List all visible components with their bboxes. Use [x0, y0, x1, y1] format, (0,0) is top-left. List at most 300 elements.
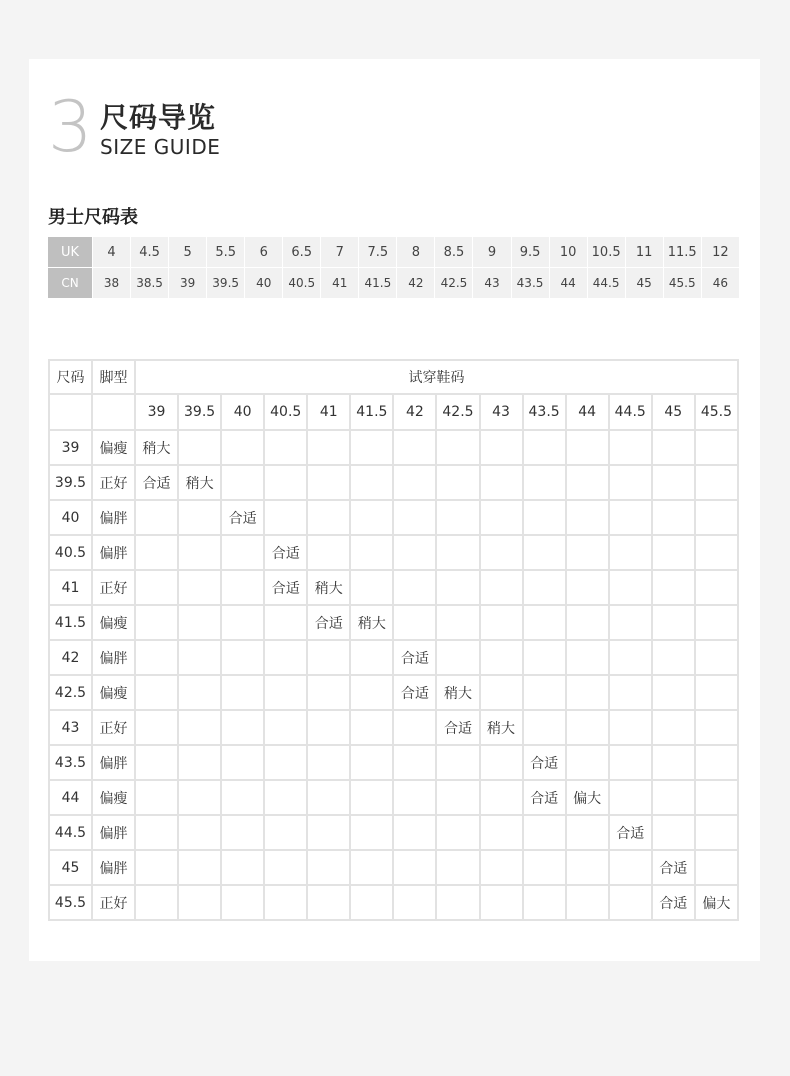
cn-size-cell: 46 [701, 268, 739, 299]
fit-cell [609, 605, 652, 640]
page-subtitle: SIZE GUIDE [100, 135, 221, 159]
try-size-cell: 41.5 [350, 394, 393, 430]
fit-cell [695, 535, 738, 570]
fit-cell [135, 535, 178, 570]
fit-cell [436, 815, 479, 850]
cn-size-cell: 40.5 [283, 268, 321, 299]
fit-cell [480, 535, 523, 570]
fit-cell: 合适 [652, 850, 695, 885]
fit-cell [393, 430, 436, 465]
fit-cell [307, 710, 350, 745]
fit-cell [350, 850, 393, 885]
fit-cell [652, 745, 695, 780]
uk-size-cell: 7 [321, 237, 359, 268]
fit-cell [393, 535, 436, 570]
try-size-cell: 45 [652, 394, 695, 430]
size-column-header: 尺码 [49, 360, 92, 394]
fit-cell [135, 850, 178, 885]
fit-cell [178, 710, 221, 745]
fit-cell [523, 535, 566, 570]
fit-cell [135, 745, 178, 780]
fit-cell [609, 885, 652, 920]
fit-cell [178, 850, 221, 885]
try-size-cell: 44.5 [609, 394, 652, 430]
men-size-table-title: 男士尺码表 [48, 207, 138, 228]
fit-cell [609, 465, 652, 500]
table-row [49, 745, 738, 780]
size-cell: 45.5 [49, 885, 92, 920]
fit-cell [436, 850, 479, 885]
fit-cell [393, 850, 436, 885]
fit-cell [135, 815, 178, 850]
cn-size-cell: 38 [93, 268, 131, 299]
uk-size-cell: 6.5 [283, 237, 321, 268]
fit-cell [350, 430, 393, 465]
foot-type-cell: 偏胖 [92, 640, 135, 675]
cn-size-cell: 39.5 [207, 268, 245, 299]
fit-cell [566, 745, 609, 780]
size-cell: 42 [49, 640, 92, 675]
fit-cell [264, 500, 307, 535]
fit-cell [523, 500, 566, 535]
fit-cell [135, 605, 178, 640]
table-row [49, 850, 738, 885]
cn-row [48, 268, 740, 299]
fit-cell [523, 605, 566, 640]
fit-cell [135, 570, 178, 605]
try-size-cell: 43 [480, 394, 523, 430]
fit-cell: 合适 [393, 640, 436, 675]
fit-cell [523, 850, 566, 885]
fit-cell [609, 570, 652, 605]
fit-cell [652, 430, 695, 465]
fit-cell [523, 430, 566, 465]
fit-cell [264, 640, 307, 675]
fit-cell: 合适 [264, 570, 307, 605]
fit-cell [609, 675, 652, 710]
fit-cell [264, 605, 307, 640]
fit-cell [221, 535, 264, 570]
cn-size-cell: 45 [625, 268, 663, 299]
fit-cell [264, 780, 307, 815]
fit-cell [307, 535, 350, 570]
fit-cell [480, 675, 523, 710]
fit-cell: 稍大 [436, 675, 479, 710]
fit-cell [221, 675, 264, 710]
fit-cell: 合适 [307, 605, 350, 640]
fit-cell [178, 570, 221, 605]
try-size-header: 试穿鞋码 [135, 360, 738, 394]
try-size-cell: 45.5 [695, 394, 738, 430]
fit-cell [178, 605, 221, 640]
fit-cell [264, 710, 307, 745]
fit-cell [135, 640, 178, 675]
cn-label: CN [48, 268, 93, 299]
fit-cell [566, 605, 609, 640]
fit-cell [436, 430, 479, 465]
uk-size-cell: 8.5 [435, 237, 473, 268]
fit-cell [221, 815, 264, 850]
fit-cell [609, 500, 652, 535]
size-cell: 41 [49, 570, 92, 605]
fit-cell [480, 780, 523, 815]
uk-size-cell: 4.5 [131, 237, 169, 268]
fit-cell [566, 850, 609, 885]
fit-cell [523, 465, 566, 500]
cn-size-cell: 44.5 [587, 268, 625, 299]
empty-cell [92, 394, 135, 430]
fit-cell [566, 640, 609, 675]
cn-size-cell: 45.5 [663, 268, 701, 299]
fit-cell [135, 885, 178, 920]
foot-type-cell: 偏瘦 [92, 605, 135, 640]
fit-cell [264, 850, 307, 885]
fit-cell [135, 500, 178, 535]
fit-cell [480, 815, 523, 850]
fit-cell [350, 815, 393, 850]
fit-cell [221, 745, 264, 780]
fit-cell [695, 675, 738, 710]
fit-cell [221, 640, 264, 675]
fit-cell [393, 465, 436, 500]
fit-cell [264, 815, 307, 850]
fit-cell [652, 570, 695, 605]
try-size-cell: 41 [307, 394, 350, 430]
fit-cell [480, 885, 523, 920]
fit-cell [695, 780, 738, 815]
cn-size-cell: 43.5 [511, 268, 549, 299]
fit-cell: 稍大 [307, 570, 350, 605]
fit-cell [307, 675, 350, 710]
uk-size-cell: 6 [245, 237, 283, 268]
cn-size-cell: 43 [473, 268, 511, 299]
fit-cell [523, 675, 566, 710]
fit-cell [609, 745, 652, 780]
fit-cell [350, 780, 393, 815]
fit-cell [566, 815, 609, 850]
fit-cell [393, 605, 436, 640]
fit-cell [652, 780, 695, 815]
fit-cell [695, 605, 738, 640]
fit-cell [350, 570, 393, 605]
fit-cell [566, 465, 609, 500]
size-cell: 40 [49, 500, 92, 535]
uk-size-cell: 8 [397, 237, 435, 268]
fit-cell [436, 535, 479, 570]
try-size-cell: 44 [566, 394, 609, 430]
uk-size-cell: 10 [549, 237, 587, 268]
fit-cell [307, 815, 350, 850]
fit-cell: 合适 [221, 500, 264, 535]
foot-type-cell: 偏瘦 [92, 780, 135, 815]
cn-size-cell: 41 [321, 268, 359, 299]
fit-cell [436, 465, 479, 500]
fit-cell [609, 640, 652, 675]
fit-cell [652, 535, 695, 570]
fit-cell: 合适 [393, 675, 436, 710]
fit-cell [652, 675, 695, 710]
empty-cell [49, 394, 92, 430]
fit-cell [566, 500, 609, 535]
table-row [49, 710, 738, 745]
fit-cell [652, 605, 695, 640]
table-row [49, 535, 738, 570]
foot-type-cell: 偏胖 [92, 500, 135, 535]
try-size-row [49, 394, 738, 430]
fit-cell: 偏大 [695, 885, 738, 920]
uk-size-cell: 11.5 [663, 237, 701, 268]
fit-cell [695, 640, 738, 675]
fit-cell [221, 885, 264, 920]
uk-size-cell: 5.5 [207, 237, 245, 268]
fit-cell [652, 500, 695, 535]
fit-cell [393, 780, 436, 815]
fit-cell [393, 710, 436, 745]
fit-cell [480, 745, 523, 780]
fit-cell [350, 535, 393, 570]
fit-cell: 偏大 [566, 780, 609, 815]
table-row [49, 500, 738, 535]
cn-size-cell: 39 [169, 268, 207, 299]
size-cell: 43.5 [49, 745, 92, 780]
fit-cell [264, 885, 307, 920]
fit-cell [307, 850, 350, 885]
fit-cell [609, 780, 652, 815]
fit-cell [178, 675, 221, 710]
table-row [49, 605, 738, 640]
size-conversion-table [48, 237, 740, 299]
try-size-cell: 42 [393, 394, 436, 430]
table-row [49, 570, 738, 605]
fit-cell [609, 430, 652, 465]
fit-cell [480, 605, 523, 640]
fit-cell [695, 500, 738, 535]
table-row [49, 815, 738, 850]
fit-cell: 合适 [652, 885, 695, 920]
fit-cell [436, 885, 479, 920]
fit-cell [350, 745, 393, 780]
fit-cell [436, 745, 479, 780]
fit-cell [178, 430, 221, 465]
fit-cell [436, 570, 479, 605]
fit-cell: 合适 [264, 535, 307, 570]
foot-type-cell: 偏瘦 [92, 675, 135, 710]
fit-cell [135, 675, 178, 710]
size-cell: 39.5 [49, 465, 92, 500]
fit-cell [393, 745, 436, 780]
try-size-cell: 39 [135, 394, 178, 430]
fit-cell [695, 465, 738, 500]
fit-cell [264, 675, 307, 710]
foot-type-cell: 正好 [92, 710, 135, 745]
fit-cell: 合适 [609, 815, 652, 850]
fit-cell [264, 465, 307, 500]
fit-cell [566, 710, 609, 745]
fit-cell [350, 500, 393, 535]
fit-cell [652, 465, 695, 500]
cn-size-cell: 44 [549, 268, 587, 299]
fit-cell [264, 745, 307, 780]
fit-cell [307, 885, 350, 920]
foot-type-cell: 正好 [92, 885, 135, 920]
fit-cell [436, 500, 479, 535]
fit-cell [178, 535, 221, 570]
fit-cell [436, 640, 479, 675]
table-row [49, 675, 738, 710]
uk-size-cell: 4 [93, 237, 131, 268]
fit-cell [695, 710, 738, 745]
fit-cell [221, 780, 264, 815]
fit-cell [566, 535, 609, 570]
fit-cell [480, 465, 523, 500]
foot-type-cell: 偏胖 [92, 745, 135, 780]
fit-cell [221, 605, 264, 640]
size-cell: 43 [49, 710, 92, 745]
fit-cell [480, 570, 523, 605]
foot-type-cell: 偏胖 [92, 850, 135, 885]
size-cell: 44.5 [49, 815, 92, 850]
uk-size-cell: 7.5 [359, 237, 397, 268]
fit-cell: 稍大 [350, 605, 393, 640]
size-cell: 42.5 [49, 675, 92, 710]
fit-cell [436, 780, 479, 815]
fit-cell [221, 465, 264, 500]
fit-cell [307, 640, 350, 675]
fit-cell [695, 745, 738, 780]
fit-cell [609, 535, 652, 570]
size-cell: 41.5 [49, 605, 92, 640]
fit-table [48, 359, 739, 921]
fit-cell [523, 885, 566, 920]
table-row [49, 640, 738, 675]
fit-cell [178, 885, 221, 920]
fit-cell [350, 640, 393, 675]
try-size-cell: 43.5 [523, 394, 566, 430]
fit-cell [436, 605, 479, 640]
fit-cell [178, 640, 221, 675]
fit-cell [307, 745, 350, 780]
uk-label: UK [48, 237, 93, 268]
table-row [49, 465, 738, 500]
size-cell: 45 [49, 850, 92, 885]
try-size-cell: 40 [221, 394, 264, 430]
cn-size-cell: 40 [245, 268, 283, 299]
fit-cell [135, 710, 178, 745]
cn-size-cell: 38.5 [131, 268, 169, 299]
fit-cell [523, 640, 566, 675]
fit-cell [350, 675, 393, 710]
uk-row [48, 237, 740, 268]
uk-size-cell: 12 [701, 237, 739, 268]
fit-cell [178, 745, 221, 780]
fit-cell [221, 430, 264, 465]
fit-cell: 稍大 [178, 465, 221, 500]
cn-size-cell: 42 [397, 268, 435, 299]
fit-cell [393, 500, 436, 535]
foot-type-cell: 偏瘦 [92, 430, 135, 465]
fit-header-row [49, 360, 738, 394]
fit-cell [523, 570, 566, 605]
fit-cell [221, 570, 264, 605]
uk-size-cell: 9.5 [511, 237, 549, 268]
fit-cell [350, 885, 393, 920]
try-size-cell: 40.5 [264, 394, 307, 430]
fit-cell [221, 710, 264, 745]
fit-cell [480, 850, 523, 885]
fit-cell [393, 570, 436, 605]
fit-cell [307, 430, 350, 465]
fit-cell: 合适 [523, 780, 566, 815]
uk-size-cell: 10.5 [587, 237, 625, 268]
foot-type-cell: 正好 [92, 465, 135, 500]
fit-cell: 稍大 [480, 710, 523, 745]
uk-size-cell: 5 [169, 237, 207, 268]
fit-cell [523, 710, 566, 745]
fit-cell [350, 465, 393, 500]
foot-type-cell: 偏胖 [92, 535, 135, 570]
foot-type-cell: 偏胖 [92, 815, 135, 850]
fit-cell [566, 885, 609, 920]
page-title: 尺码导览 [100, 101, 217, 134]
fit-cell [566, 675, 609, 710]
fit-cell [178, 780, 221, 815]
section-number: 3 [48, 86, 93, 168]
fit-cell [307, 500, 350, 535]
fit-cell [695, 815, 738, 850]
cn-size-cell: 41.5 [359, 268, 397, 299]
fit-cell [178, 815, 221, 850]
fit-cell [652, 710, 695, 745]
foot-column-header: 脚型 [92, 360, 135, 394]
fit-cell [350, 710, 393, 745]
try-size-cell: 42.5 [436, 394, 479, 430]
fit-cell: 合适 [436, 710, 479, 745]
fit-cell: 合适 [135, 465, 178, 500]
fit-cell: 合适 [523, 745, 566, 780]
fit-cell [695, 850, 738, 885]
fit-cell [609, 850, 652, 885]
fit-cell [264, 430, 307, 465]
fit-cell [135, 780, 178, 815]
try-size-cell: 39.5 [178, 394, 221, 430]
foot-type-cell: 正好 [92, 570, 135, 605]
fit-cell [652, 815, 695, 850]
fit-cell [523, 815, 566, 850]
fit-cell [307, 780, 350, 815]
fit-cell [393, 885, 436, 920]
table-row [49, 780, 738, 815]
table-row [49, 885, 738, 920]
fit-cell [566, 430, 609, 465]
fit-cell [695, 570, 738, 605]
fit-cell [480, 500, 523, 535]
fit-cell [178, 500, 221, 535]
size-cell: 44 [49, 780, 92, 815]
size-cell: 40.5 [49, 535, 92, 570]
fit-cell [695, 430, 738, 465]
fit-cell [221, 850, 264, 885]
table-row [49, 430, 738, 465]
fit-cell [652, 640, 695, 675]
fit-cell [393, 815, 436, 850]
fit-cell: 稍大 [135, 430, 178, 465]
fit-cell [609, 710, 652, 745]
uk-size-cell: 11 [625, 237, 663, 268]
fit-cell [480, 640, 523, 675]
fit-cell [566, 570, 609, 605]
cn-size-cell: 42.5 [435, 268, 473, 299]
fit-cell [480, 430, 523, 465]
